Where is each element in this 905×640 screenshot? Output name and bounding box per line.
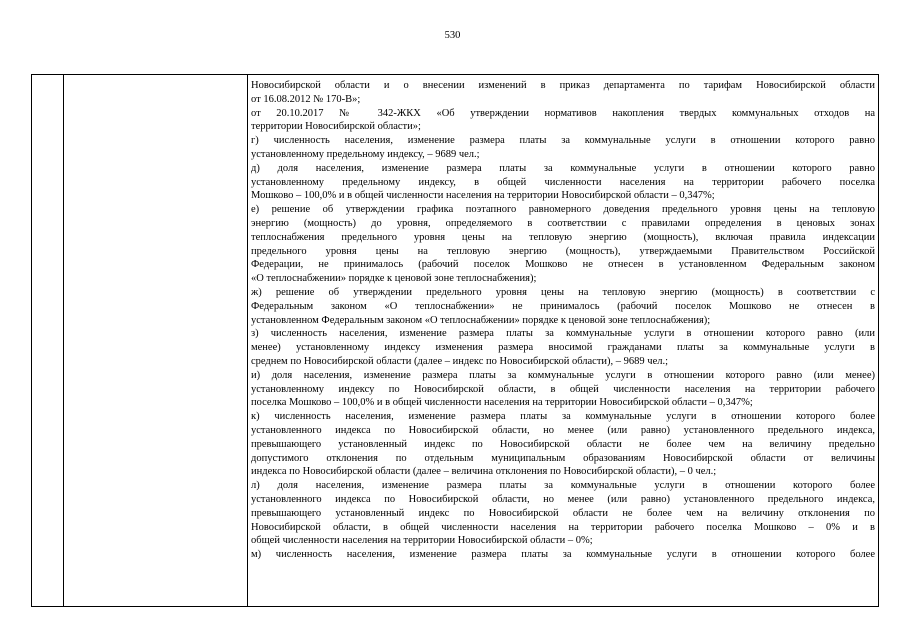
text-line: к) численность населения, изменение размера платы за коммунальные услуги в отношении которого более xyxy=(251,411,875,423)
text-line: менее) установленному индексу изменения размера вносимой гражданами платы за коммунальные услуги в xyxy=(251,342,875,354)
text-line: д) доля населения, изменение размера платы за коммунальные услуги в отношении которого равно xyxy=(251,162,875,174)
text-line: от 20.10.2017 № 342-ЖКХ «Об утверждении нормативов накопления твердых коммунальных отходов на xyxy=(251,107,875,119)
text-line: м) численность населения, изменение размера платы за коммунальные услуги в отношении которого более xyxy=(251,549,875,561)
text-line: Мошково – 100,0% и в общей численности населения на территории Новосибирской области – 0,347%; xyxy=(251,190,715,202)
text-line: предельного уровня цены на тепловую энергию (мощность), утверждаемыми Правительством Российской xyxy=(251,245,875,257)
text-line: Федерации, не принималось (рабочий поселок Мошково не отнесен в установленном Федеральным законом xyxy=(251,259,875,271)
text-line: теплоснабжения предельного уровня цены на тепловую энергию (мощность), включая правила индексации xyxy=(251,231,875,243)
text-line: установленном Федеральным законом «О теплоснабжении» порядке к ценовой зоне теплоснабжения); xyxy=(251,314,711,326)
text-line: установленного индекса по Новосибирской области, но менее (или равно) установленного предельного индекса, xyxy=(251,493,875,505)
text-line: установленного индекса по Новосибирской области, но менее (или равно) установленного предельного индекса, xyxy=(251,424,875,436)
text-line: поселка Мошково – 100,0% и в общей численности населения на территории Новосибирской области – 0,347%; xyxy=(251,397,753,409)
text-line: установленному предельному индексу, в общей численности населения на территории рабочего поселка xyxy=(251,176,875,188)
text-line: Новосибирской области и о внесении изменений в приказ департамента по тарифам Новосибирской области xyxy=(251,80,875,91)
table-cell-name xyxy=(64,75,248,607)
text-line: з) численность населения, изменение размера платы за коммунальные услуги в отношении которого равно (или xyxy=(251,328,875,340)
text-line: л) доля населения, изменение размера платы за коммунальные услуги в отношении которого более xyxy=(251,480,875,492)
text-line: г) численность населения, изменение размера платы за коммунальные услуги в отношении которого равно xyxy=(251,135,875,147)
text-line: е) решение об утверждении графика поэтапного равномерного доведения предельного уровня цены на тепловую xyxy=(251,204,875,216)
table-row xyxy=(32,75,879,607)
document-table xyxy=(31,74,879,607)
text-line: общей численности населения на территории Новосибирской области – 0%; xyxy=(251,535,593,547)
text-line: превышающего установленный индекс по Новосибирской области не более чем на величину предельно xyxy=(251,438,875,450)
text-line: от 16.08.2012 № 170-В»; xyxy=(251,93,361,105)
text-line: среднем по Новосибирской области (далее – индекс по Новосибирской области), – 9689 чел.; xyxy=(251,355,669,367)
text-line: превышающего установленный индекс по Новосибирской области не более чем на величину отклонения по xyxy=(251,507,875,519)
content-text xyxy=(248,75,878,562)
table-cell-content xyxy=(248,75,879,607)
text-line: ж) решение об утверждении предельного уровня цены на тепловую энергию (мощность) в соответствии с xyxy=(251,286,875,298)
text-line: допустимого отклонения по отдельным муниципальным образованиям Новосибирской области от величины xyxy=(251,452,875,464)
table-cell-number xyxy=(32,75,64,607)
text-line: Федеральным законом «О теплоснабжении» не принималось (рабочий поселок Мошково не отнесен в xyxy=(251,300,875,312)
page-number: 530 xyxy=(444,30,461,41)
text-line: индекса по Новосибирской области (далее – величина отклонения по Новосибирской области), – 0 чел.; xyxy=(251,466,717,478)
text-line: «О теплоснабжении» порядке к ценовой зоне теплоснабжения); xyxy=(251,273,537,285)
text-line: территории Новосибирской области»; xyxy=(251,121,421,133)
text-line: установленному индексу по Новосибирской области, в общей численности населения на территории рабочего xyxy=(251,383,875,395)
text-line: Новосибирской области, в общей численности населения на территории рабочего поселка Мошково – 0% и в xyxy=(251,521,875,533)
text-line: установленному предельному индексу, – 9689 чел.; xyxy=(251,148,480,160)
text-line: энергию (мощность) до уровня, определяемого в соответствии с правилами определения в ценовых зонах xyxy=(251,217,875,229)
text-line: и) доля населения, изменение размера платы за коммунальные услуги в отношении которого равно (или менее) xyxy=(251,369,875,381)
